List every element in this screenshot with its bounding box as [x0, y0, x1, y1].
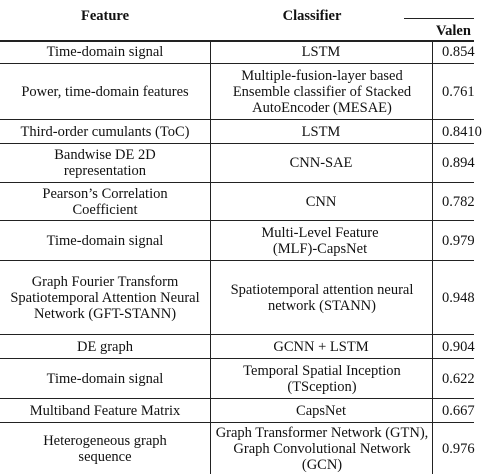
row-10-feature: Multiband Feature Matrix	[29, 402, 181, 419]
row-8-value: 0.904	[442, 338, 475, 355]
row-5-classifier: CNN	[305, 193, 337, 210]
row-8-classifier: GCNN + LSTM	[273, 338, 369, 355]
row-3-value: 0.8410	[442, 123, 482, 140]
row-9-feature: Time-domain signal	[46, 370, 164, 387]
row-1-classifier: LSTM	[301, 44, 341, 60]
row-5-value: 0.782	[442, 193, 475, 210]
row-2-value: 0.761	[442, 83, 475, 100]
row-7-feature: Graph Fourier Transform Spatiotemporal Attention Neural Network (GFT-STANN)	[10, 273, 200, 322]
row-6-value: 0.979	[442, 232, 475, 249]
row-11-value: 0.976	[442, 440, 475, 457]
row-4-value: 0.894	[442, 155, 475, 171]
header-feature: Feature	[80, 8, 130, 24]
row-9-classifier: Temporal Spatial Inception (TSception)	[243, 362, 401, 395]
row-5-feature: Pearson’s Correlation Coefficient	[42, 185, 168, 218]
row-1-feature: Time-domain signal	[46, 44, 164, 60]
header-valence: Valen	[436, 23, 471, 39]
row-7-value: 0.948	[442, 289, 475, 306]
row-10-value: 0.667	[442, 402, 475, 419]
row-1-value: 0.854	[442, 44, 475, 60]
row-11-classifier: Graph Transformer Network (GTN), Graph Convolutional Network (GCN)	[215, 424, 429, 473]
row-10-classifier: CapsNet	[296, 402, 346, 419]
row-6-feature: Time-domain signal	[46, 232, 164, 249]
row-6-classifier: Multi-Level Feature (MLF)-CapsNet	[261, 224, 379, 257]
row-7-classifier: Spatiotemporal attention neural network (STANN)	[230, 281, 414, 314]
header-classifier: Classifier	[282, 8, 342, 24]
row-2-feature: Power, time-domain features	[21, 83, 189, 100]
row-3-feature: Third-order cumulants (ToC)	[20, 123, 190, 140]
row-4-feature: Bandwise DE 2D representation	[54, 147, 156, 179]
row-9-value: 0.622	[442, 370, 475, 387]
valence-group-rule	[404, 18, 474, 19]
row-2-classifier: Multiple-fusion-layer based Ensemble classifier of Stacked AutoEncoder (MESAE)	[232, 67, 412, 116]
row-4-classifier: CNN-SAE	[289, 155, 353, 171]
row-11-feature: Heterogeneous graph sequence	[43, 432, 167, 465]
row-3-classifier: LSTM	[301, 123, 341, 140]
row-8-feature: DE graph	[77, 338, 133, 355]
